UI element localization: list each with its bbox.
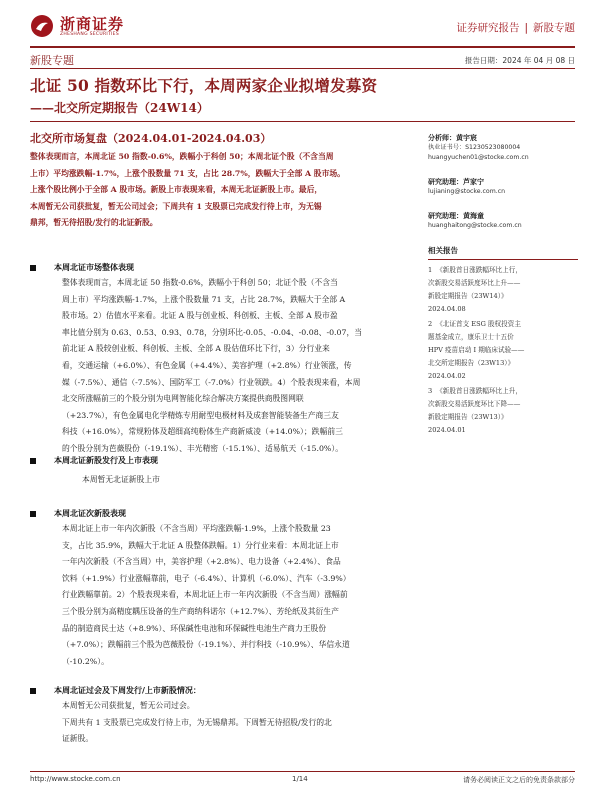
company-logo <box>30 14 124 38</box>
footer-url[interactable]: http://www.stocke.com.cn <box>30 775 121 783</box>
related-report-text: 2024.04.02 <box>428 372 466 380</box>
related-report-text: 新股定期报告（23W14）》 <box>428 292 508 300</box>
section-heading <box>30 508 575 519</box>
related-report-text: 2024.04.08 <box>428 305 466 313</box>
analyst-contact[interactable]: huanghaitong@stocke.com.cn <box>428 222 522 229</box>
section-paragraph <box>62 698 482 748</box>
analyst-block <box>428 211 578 231</box>
paragraph-line: 本周暂无北证新股上市 <box>82 475 160 484</box>
summary-line: 本周暂无公司获批复，暂无公司过会；下周共有 1 支股票已完成发行待上市，为无锡 <box>30 201 322 211</box>
report-date: 报告日期：2024 年 04 月 08 日 <box>464 56 575 65</box>
logo-name-cn: 浙商证券 <box>60 14 125 33</box>
related-report-text: 《新股首日涨跌幅环比上行， <box>436 266 522 274</box>
report-subtitle: ——北交所定期报告（24W14） <box>30 101 209 115</box>
related-report-text: 北交所定期报告（23W13）》 <box>428 359 515 367</box>
analyst-contact[interactable]: huangyuchen01@stocke.com.cn <box>428 154 529 161</box>
footer-disclaimer: 请务必阅读正文之后的免责条款部分 <box>463 776 575 784</box>
paragraph-line: （+7.0%）；跌幅前三个股为芭薇股份（-19.1%）、并行科技（-10.9%）、华信永道 <box>62 640 350 650</box>
bullet-square-icon <box>30 458 36 464</box>
category-separator: | <box>524 22 528 34</box>
analyst-contact[interactable]: lujianing@stocke.com.cn <box>428 188 506 195</box>
analyst-name: 分析师：黄宇宸 <box>428 134 477 142</box>
paragraph-line: 股市场。2）估值水平来看。北证 A 股与创业板、科创板、主板、全部 A 股市盈 <box>62 311 338 321</box>
paragraph-line: 前北证 A 股较创业板、科创板、主板、全部 A 股估值环比下行，3）分行业来 <box>62 344 330 354</box>
logo-icon <box>30 14 54 38</box>
footer-divider <box>30 771 575 772</box>
related-report-text: 2024.04.01 <box>428 426 466 434</box>
report-title: 北证 50 指数环比下行，本周两家企业拟增发募资 <box>30 76 378 95</box>
paragraph-line: 下周共有 1 支股票已完成发行待上市，为无锡鼎邦。下周暂无待招股/发行的北 <box>62 717 332 727</box>
related-report-text: 题基金成立，康乐卫士十五价 <box>428 333 514 341</box>
paragraph-line: 整体表现而言，本周北证 50 指数-0.6%，跌幅小于科创 50；北证个股（不含当 <box>62 278 338 287</box>
related-report-text: 《新股首日涨跌幅环比上升， <box>436 387 522 395</box>
paragraph-line: 饮料（+1.9%）行业涨幅靠前，电子（-6.4%）、计算机（-6.0%）、汽车（-3.9%） <box>62 573 351 583</box>
summary-block <box>30 130 415 232</box>
section-paragraph <box>62 275 482 458</box>
related-report-text: HPV 疫苗启动 I 期临床试验—— <box>428 346 525 354</box>
paragraph-line: 媒（-7.5%）、通信（-7.5%）、国防军工（-7.0%）行业领跌。4）个股表现来看，本周 <box>62 377 361 387</box>
report-category <box>456 20 575 35</box>
title-divider <box>30 121 575 122</box>
section-market-performance <box>30 262 575 458</box>
bullet-square-icon <box>30 511 36 517</box>
section-heading-text: 本周北证过会及下周发行/上市新股情况： <box>54 686 201 695</box>
paragraph-line: 一年内次新股（不含当周）中，美容护理（+2.8%）、电力设备（+2.4%）、食品 <box>62 557 341 567</box>
logo-name-en: ZHESHANG SECURITIES <box>60 31 119 37</box>
related-report-text: 次新股交易活跃度环比上升—— <box>428 279 521 287</box>
tag-divider <box>30 68 575 69</box>
summary-heading: 北交所市场复盘（2024.04.01-2024.04.03） <box>30 132 272 145</box>
section-heading-text: 本周北证次新股表现 <box>54 509 126 518</box>
section-heading <box>30 262 575 273</box>
summary-line: 上涨个股比例小于全部 A 股市场。新股上市表现来看，本周无北证新股上市。最后， <box>30 185 323 194</box>
paragraph-line: 科技（+16.0%），常规粉体及超细高纯粉体生产商新威凌（+14.0%）；跌幅前三 <box>62 427 343 437</box>
analyst-contact: 执业证书号：S1230523080004 <box>428 144 521 151</box>
category-label: 证券研究报告 <box>456 22 520 34</box>
paragraph-line: （+23.7%），有色金属电化学精炼专用耐型电极材料及成套智能装备生产商三友 <box>62 410 339 420</box>
analyst-name: 研究助理：芦家宁 <box>428 178 484 186</box>
paragraph-line: 本周北证上市一年内次新股（不含当周）平均涨跌幅-1.9%，上涨个股数量 23 <box>62 524 331 533</box>
section-paragraph <box>82 472 502 489</box>
related-report-number: 2 <box>428 320 433 328</box>
bullet-square-icon <box>30 688 36 694</box>
paragraph-line: 三个股分别为高精度耦压设备的生产商纳科诺尔（+12.7%）、芳纶纸及其衍生产 <box>62 606 339 616</box>
paragraph-line: 本周暂无公司获批复，暂无公司过会。 <box>62 701 195 710</box>
related-report-text: 新股定期报告（23W13）》 <box>428 413 508 421</box>
section-heading-text: 本周北证市场整体表现 <box>54 263 134 272</box>
summary-line: 鼎邦，暂无待招股/发行的北证新股。 <box>30 218 158 227</box>
summary-line: 上市）平均涨跌幅-1.7%，上涨个股数量 71 支，占比 28.7%，跌幅大于全部 A 股市场。 <box>30 168 345 178</box>
analyst-block <box>428 133 578 163</box>
related-reports-heading: 相关报告 <box>428 245 578 260</box>
section-heading <box>30 685 575 696</box>
section-heading <box>30 455 575 466</box>
analyst-list <box>428 133 578 231</box>
sub-category-label: 新股专题 <box>533 22 575 34</box>
analyst-name: 研究助理：黄海童 <box>428 212 484 220</box>
related-report-text: 《北证首支 ESG 股权投资主 <box>436 320 521 328</box>
paragraph-line: 北交所涨幅前三的个股分别为电网智能化综合解决方案提供商殷图网联 <box>62 394 304 404</box>
paragraph-line: （-10.2%）。 <box>62 656 109 666</box>
related-report-number: 3 <box>428 387 433 395</box>
bullet-square-icon <box>30 265 36 271</box>
page-header <box>30 14 575 44</box>
section-ipo-pipeline <box>30 685 575 748</box>
paragraph-line: 周上市）平均涨跌幅-1.7%，上涨个股数量 71 支，占比 28.7%，跌幅大于全部 A <box>62 294 346 304</box>
paragraph-line: 支，占比 35.9%，跌幅大于北证 A 股整体跌幅。1）分行业来看：本周北证上市 <box>62 540 339 550</box>
paragraph-line: 证新股。 <box>62 734 94 744</box>
section-tag: 新股专题 <box>30 54 74 67</box>
paragraph-line: 品的制造商民士达（+8.9%）、环保碱性电池和环保碱性电池生产商力王股份 <box>62 623 327 633</box>
analyst-block <box>428 177 578 197</box>
section-paragraph <box>62 521 482 670</box>
related-report-number: 1 <box>428 266 433 274</box>
section-new-listings <box>30 455 575 489</box>
paragraph-line: 率比值分别为 0.63、0.53、0.93、0.78，分别环比-0.05、-0.04、-0.08、-0.07，当 <box>62 327 363 337</box>
paragraph-line: 的个股分别为芭薇股份（-19.1%）、丰光精密（-15.1%）、适易航天（-15.0%）。 <box>62 443 344 453</box>
related-report-text: 次新股交易活跃度环比下降—— <box>428 400 521 408</box>
section-heading-text: 本周北证新股发行及上市表现 <box>54 456 158 465</box>
paragraph-line: 行业跌幅靠前。2）个股表现来看，本周北证上市一年内次新股（不含当周）涨幅前 <box>62 590 348 600</box>
section-sub-new-stocks <box>30 508 575 670</box>
page-number: 1/14 <box>292 775 308 783</box>
header-divider <box>30 46 575 48</box>
summary-line: 整体表现而言，本周北证 50 指数-0.6%，跌幅小于科创 50；本周北证个股（不含当周 <box>30 152 334 161</box>
paragraph-line: 看，交通运输（+6.0%）、有色金属（+4.4%）、美容护理（+2.8%）行业领涨，传 <box>62 360 352 370</box>
summary-body <box>30 149 415 232</box>
